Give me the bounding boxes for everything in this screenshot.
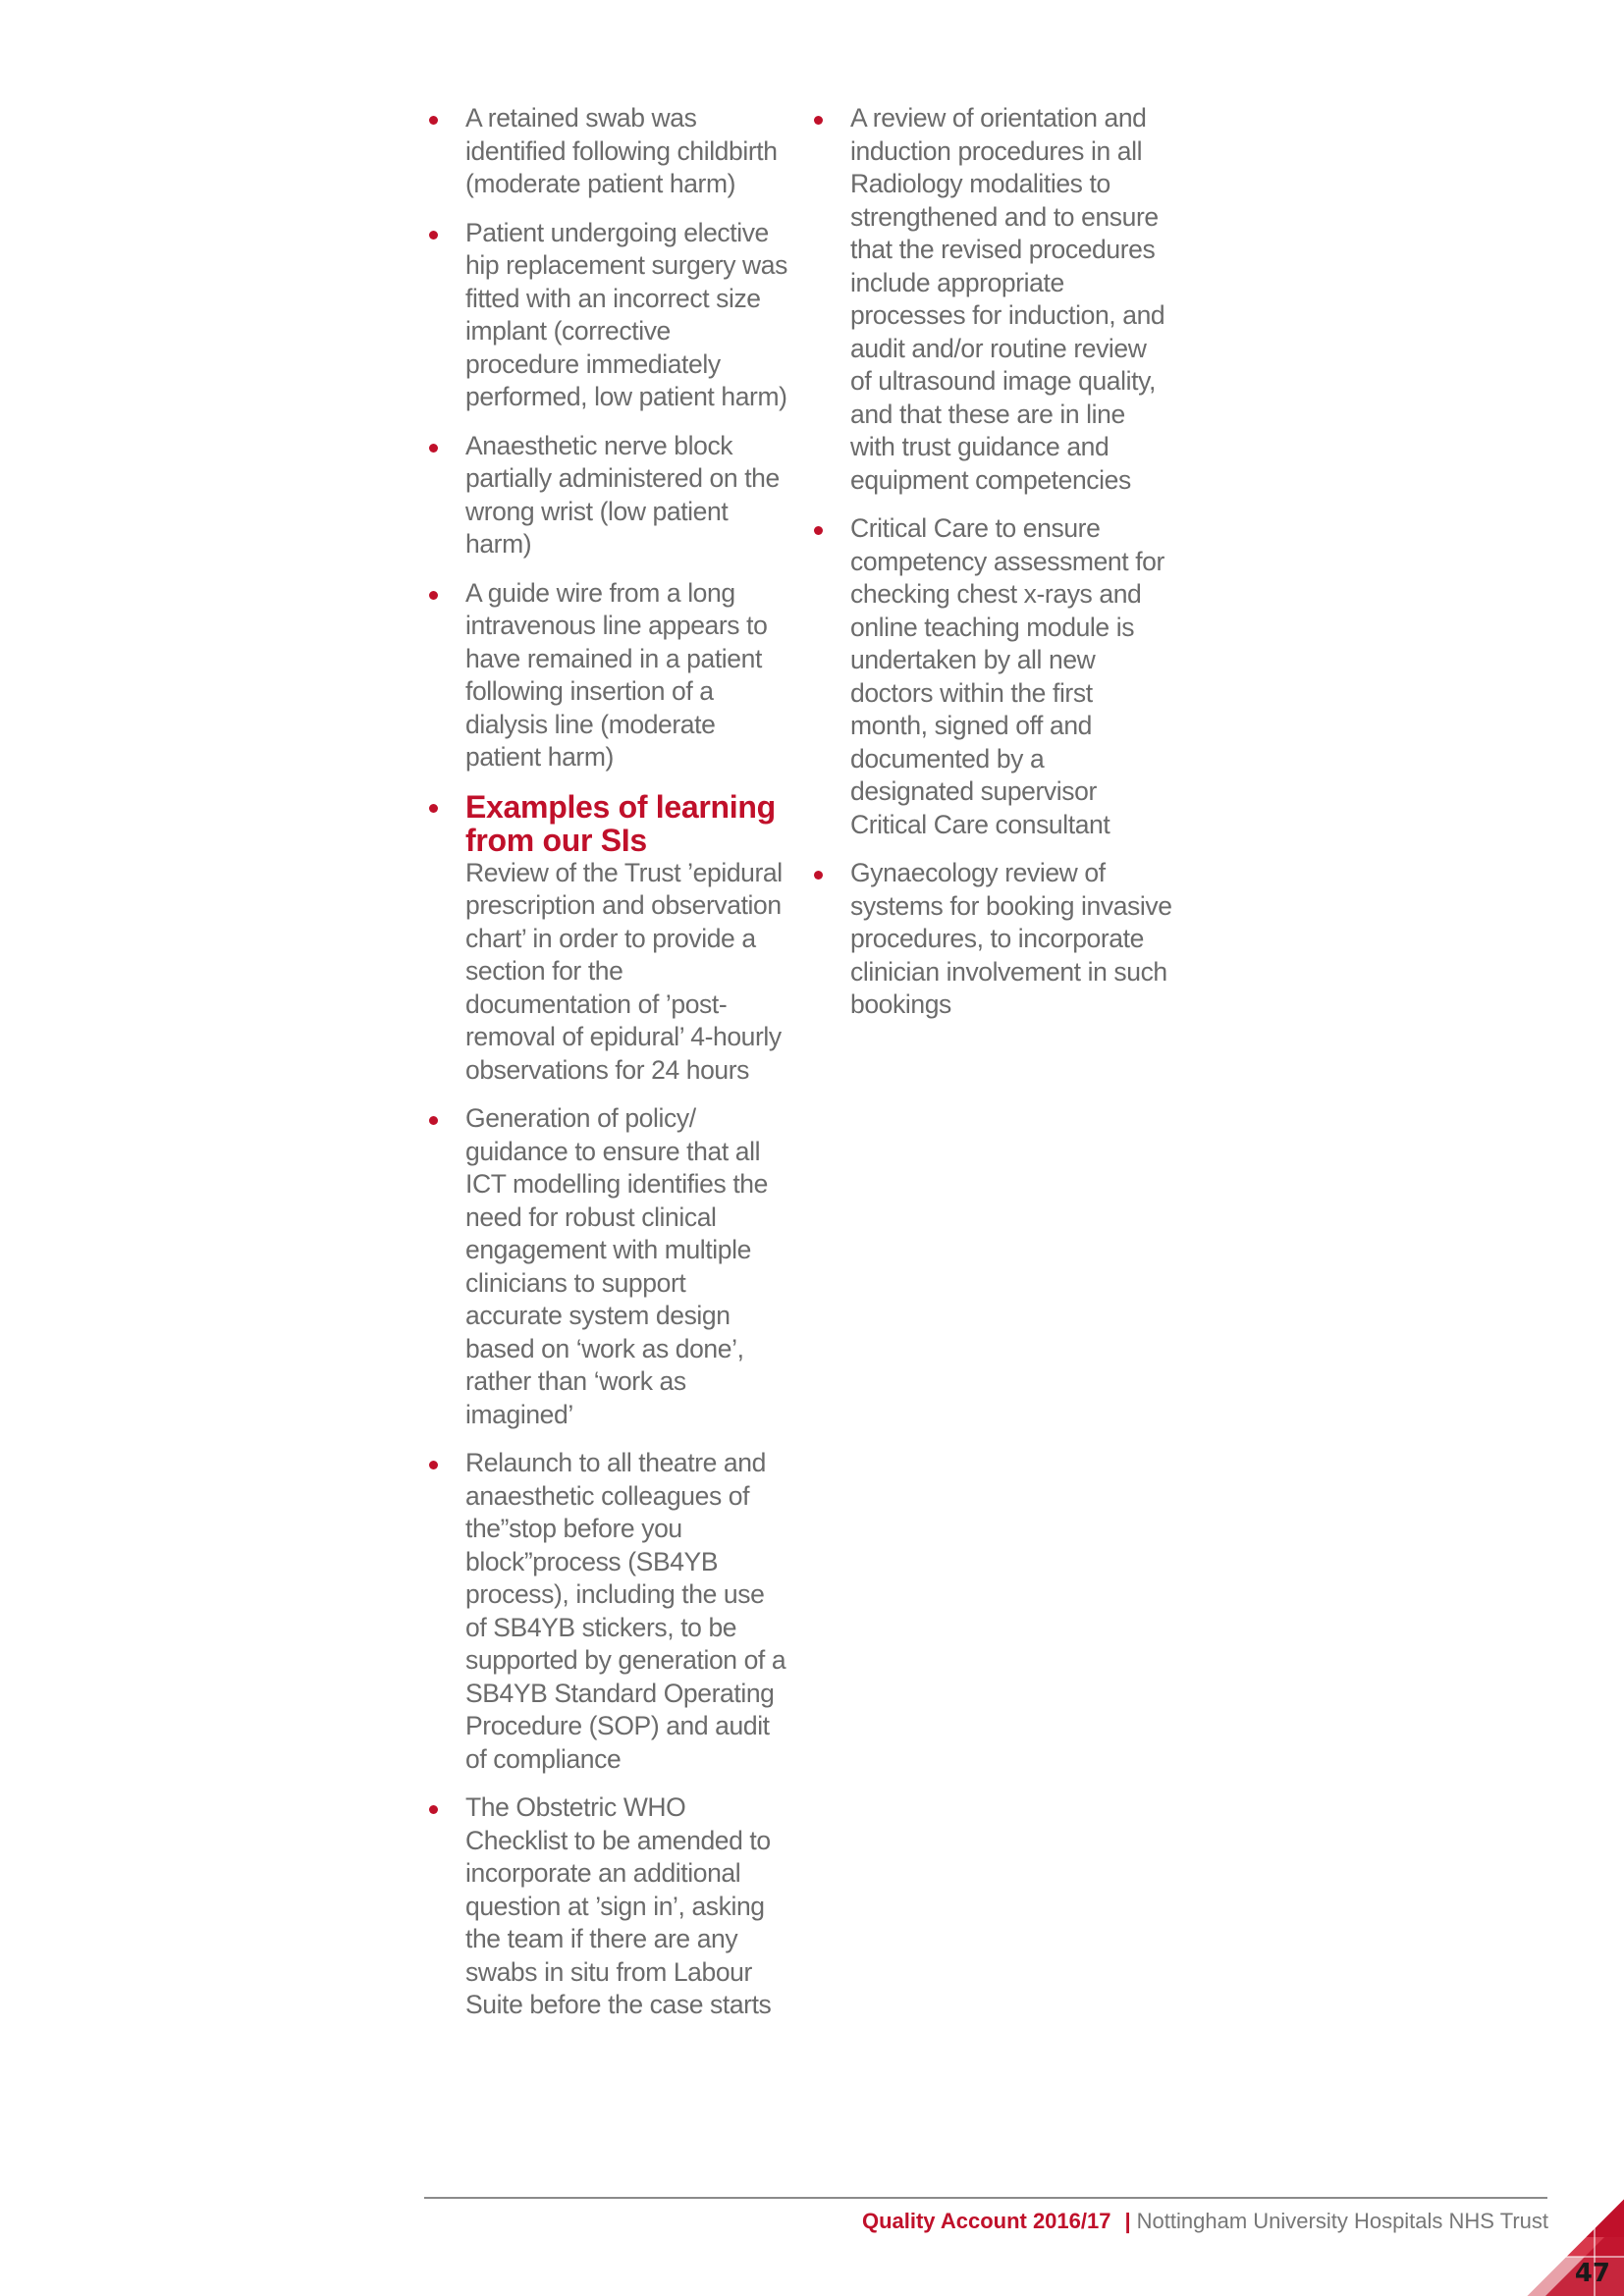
- list-item: [809, 512, 1172, 841]
- list-item-text: Critical Care to ensure competency assessment for checking chest x-rays and online teaching module is undertaken by all new doctors within the first month, signed off and documented by a designated supervisor Critical Care consultant: [850, 513, 1164, 839]
- list-item: [809, 857, 1172, 1022]
- bullet-icon: [814, 526, 823, 535]
- list-item: [424, 102, 787, 201]
- section-heading: Examples of learning from our SIs: [465, 788, 776, 858]
- right-column: [809, 102, 1172, 1038]
- report-title: Quality Account 2016/17: [861, 2209, 1111, 2233]
- list-item-with-heading: [424, 790, 787, 1088]
- list-item: [809, 102, 1172, 497]
- list-item: [424, 577, 787, 774]
- left-column: [424, 102, 787, 2038]
- list-item: [424, 1791, 787, 2022]
- list-item-text: Gynaecology review of systems for booking invasive procedures, to incorporate clinician involvement in such bookings: [850, 858, 1172, 1019]
- bullet-icon: [429, 1805, 438, 1814]
- list-item: [424, 1102, 787, 1431]
- bullet-icon: [814, 871, 823, 880]
- bullet-icon: [814, 116, 823, 125]
- bullet-icon: [429, 804, 438, 813]
- footer-divider: [424, 2197, 1547, 2199]
- bullet-icon: [429, 1116, 438, 1125]
- organisation-name: Nottingham University Hospitals NHS Trust: [1136, 2209, 1548, 2233]
- bullet-icon: [429, 591, 438, 600]
- list-item-text: Generation of policy/ guidance to ensure that all ICT modelling identifies the need for robust clinical engagement with multiple clinicians to support accurate system design based on ‘work as done’, rather than ‘work as imagined’: [465, 1103, 768, 1429]
- list-item-text: A retained swab was identified following childbirth (moderate patient harm): [465, 103, 778, 198]
- footer-separator: |: [1124, 2209, 1131, 2233]
- list-item-text: The Obstetric WHO Checklist to be amended to incorporate an additional question at ’sign in’, asking the team if there are any swabs in situ from Labour Suite before the case starts: [465, 1792, 772, 2019]
- list-item-text: A guide wire from a long intravenous line appears to have remained in a patient following insertion of a dialysis line (moderate patient harm): [465, 577, 768, 772]
- list-item: [424, 430, 787, 561]
- list-item-text: Patient undergoing elective hip replacement surgery was fitted with an incorrect size implant (corrective procedure immediately performed, low patient harm): [465, 217, 787, 411]
- bullet-icon: [429, 116, 438, 125]
- list-item-text: Relaunch to all theatre and anaesthetic colleagues of the”stop before you block”process (SB4YB process), including the use of SB4YB stickers, to be supported by generation of a SB4YB Standard Operating Procedure (SOP) and audit of compliance: [465, 1448, 786, 1774]
- list-item: [424, 1447, 787, 1776]
- list-item-text: Anaesthetic nerve block partially administered on the wrong wrist (low patient harm): [465, 430, 780, 559]
- bullet-icon: [429, 231, 438, 240]
- list-item-text: Review of the Trust ’epidural prescription and observation chart’ in order to provide a section for the documentation of ’post-removal of epidural’ 4-hourly observations for 24 hours: [465, 857, 783, 1085]
- list-item-text: A review of orientation and induction procedures in all Radiology modalities to strengthened and to ensure that the revised procedures include appropriate processes for induction, and audit and/or routine review of ultrasound image quality, and that these are in line with trust guidance and equipment competencies: [850, 103, 1165, 495]
- page-footer: [0, 2207, 1548, 2236]
- page-number: 47: [1574, 2259, 1610, 2288]
- list-item: [424, 217, 787, 414]
- bullet-icon: [429, 444, 438, 453]
- bullet-icon: [429, 1461, 438, 1469]
